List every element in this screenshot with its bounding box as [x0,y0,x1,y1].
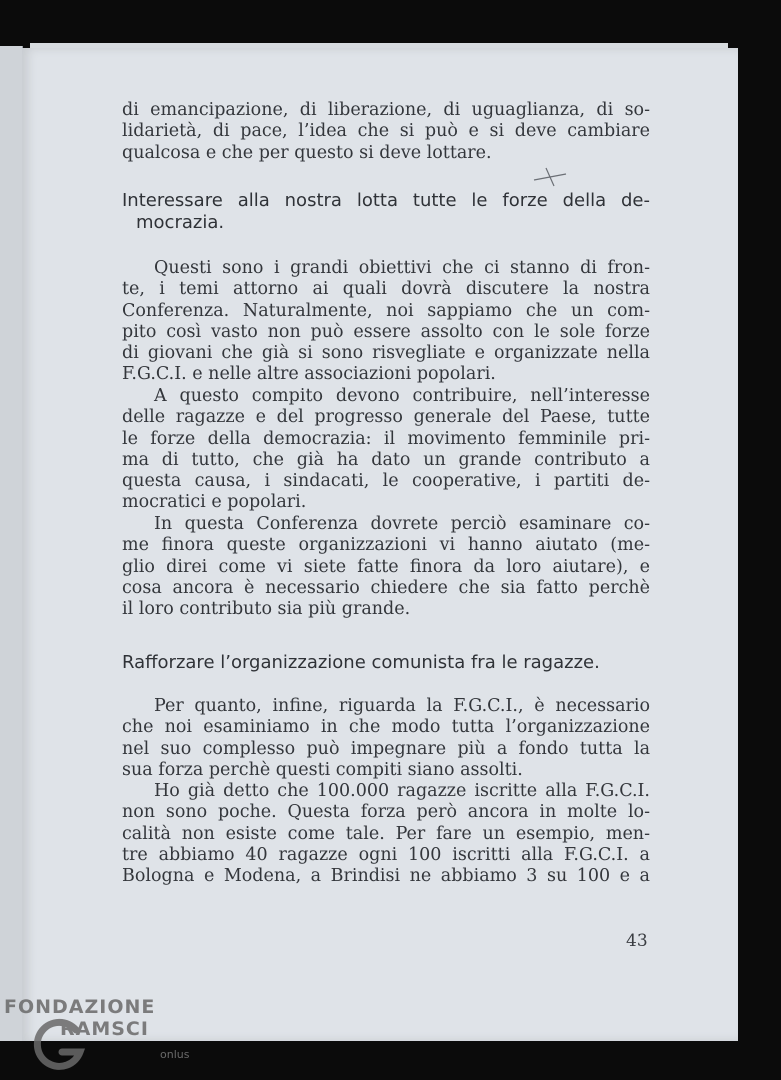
paragraph-conferenza [122,514,650,620]
text-line: di emancipazione, di liberazione, di uguaglianza, di so- [122,100,650,120]
fondazione-gramsci-watermark [4,996,204,1066]
text-line: delle ragazze e del progresso generale del Paese, tutte [122,407,650,428]
text-line: Conferenza. Naturalmente, noi sappiamo che un com- [122,300,650,321]
text-line: che noi esaminiamo in che modo tutta l’organizzazione [122,717,650,738]
text-line: non sono poche. Questa forza però ancora in molte lo- [122,802,650,823]
text-line: cosa ancora è necessario chiedere che sia fatto perchè [122,577,650,598]
text-line: tre abbiamo 40 ragazze ogni 100 iscritti alla F.G.C.I. a [122,844,650,865]
text-line: te, i temi attorno ai quali dovrà discutere la nostra [122,279,650,300]
page-number: 43 [626,931,648,951]
text-line: le forze della democrazia: il movimento femminile pri- [122,428,650,449]
text-line: qualcosa e che per questo si deve lottare. [122,142,492,163]
text-line: Ho già detto che 100.000 ragazze iscritte alla F.G.C.I. [154,781,650,801]
text-line: Bologna e Modena, a Brindisi ne abbiamo 3 su 100 e a [122,866,650,887]
pencil-cross-mark [532,166,568,188]
text-line: Per quanto, infine, riguarda la F.G.C.I., è necessario [154,696,650,716]
heading-line: Rafforzare l’organizzazione comunista fra le ragazze. [122,652,600,673]
text-line: questa causa, i sindacati, le cooperative, i partiti de- [122,471,650,492]
previous-page-edge [0,46,23,1041]
text-line: glio direi come vi siete fatte finora da loro aiutare), e [122,556,650,577]
text-line: sua forza perchè questi compiti siano assolti. [122,759,523,780]
book-page [22,48,738,1041]
section-heading-rafforzare [122,652,650,674]
text-line: me finora queste organizzazioni vi hanno aiutato (me- [122,535,650,556]
paragraph-compito [122,386,650,514]
text-line: calità non esiste come tale. Per fare un esempio, men- [122,823,650,844]
paragraph-obiettivi [122,258,650,386]
watermark-line-1: FONDAZIONE [4,996,156,1018]
watermark-line-2: RAMSCI [60,1018,149,1040]
text-line: di giovani che già si sono risvegliate e organizzate nella [122,343,650,364]
text-line: mocratici e popolari. [122,492,307,513]
text-line: nel suo complesso può impegnare più a fondo tutta la [122,738,650,759]
text-line: F.G.C.I. e nelle altre associazioni popolari. [122,364,496,385]
text-line: lidarietà, di pace, l’idea che si può e si deve cambiare [122,121,650,142]
paragraph-top [122,100,650,164]
heading-line: mocrazia. [136,212,225,233]
watermark-suffix: onlus [160,1048,190,1061]
paragraph-ragazze [122,781,650,887]
text-line: pito così vasto non può essere assolto con le sole forze [122,321,650,342]
heading-line: Interessare alla nostra lotta tutte le forze della de- [122,190,650,211]
section-heading-democrazia [122,190,650,234]
text-line: In questa Conferenza dovrete perciò esaminare co- [154,514,650,534]
text-line: A questo compito devono contribuire, nell’interesse [154,386,650,406]
text-line: ma di tutto, che già ha dato un grande contributo a [122,449,650,470]
text-line: Questi sono i grandi obiettivi che ci stanno di fron- [154,258,650,278]
text-line: il loro contributo sia più grande. [122,599,411,620]
paragraph-fgci [122,696,650,781]
